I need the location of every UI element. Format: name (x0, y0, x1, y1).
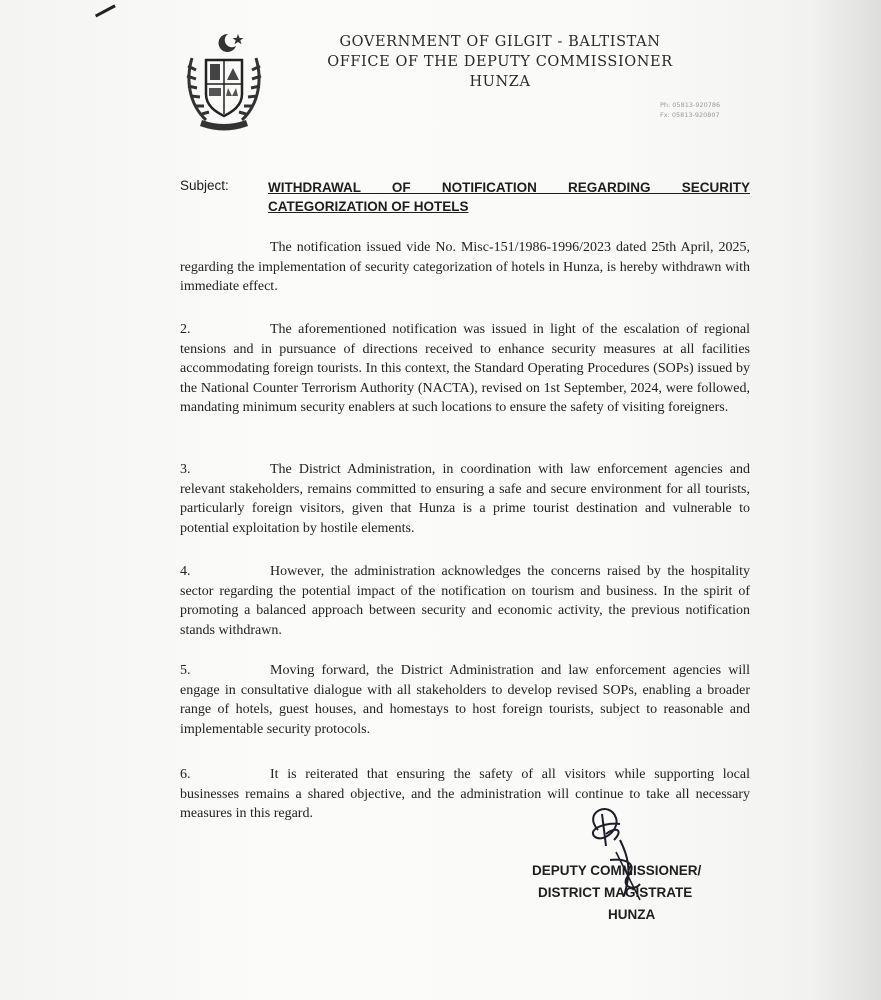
paragraph-number: 3. (180, 462, 191, 477)
paragraph-text: However, the administration acknowledges the concerns raised by the hospitality sector regarding the potential impact of the notification on tourism and business. In the spirit of promoting a balanced approach between security and economic activity, the previous notification stands withdrawn. (180, 564, 750, 638)
signatory-district: HUNZA (608, 907, 656, 922)
paragraph-number: 2. (180, 322, 191, 337)
fax-number: Fx: 05813-920807 (660, 111, 720, 119)
subject-heading: WITHDRAWAL OF NOTIFICATION REGARDING SECURITY CATEGORIZATION OF HOTELS (268, 180, 750, 214)
letterhead-district: HUNZA (469, 74, 531, 90)
contact-info (660, 100, 720, 120)
paragraph-3 (180, 460, 750, 538)
paragraph-text: It is reiterated that ensuring the safety of all visitors while supporting local businesses remains a shared objective, and the administration will continue to take all necessary measures in this regard. (180, 767, 750, 821)
paragraph-text: The District Administration, in coordination with law enforcement agencies and relevant stakeholders, remains committed to ensuring a safe and secure environment for all tourists, particularly foreign visitors, given that Hunza is a prime tourist destination and vulnerable to potential exploitation by hostile elements. (180, 462, 750, 536)
subject-label: Subject: (180, 178, 229, 193)
page-shadow (811, 0, 881, 1000)
letterhead-office: OFFICE OF THE DEPUTY COMMISSIONER (327, 54, 673, 70)
letterhead (300, 32, 700, 92)
paragraph-text: The notification issued vide No. Misc-151/1986-1996/2023 dated 25th April, 2025, regarding the implementation of security categorization of hotels in Hunza, is hereby withdrawn with immediate effect. (180, 240, 750, 294)
signature-block (532, 860, 752, 926)
signatory-designation: DISTRICT MAGISTRATE (538, 885, 693, 900)
signatory-title: DEPUTY COMMISSIONER/ (532, 863, 702, 878)
paragraph-2 (180, 320, 750, 418)
letterhead-government: GOVERNMENT OF GILGIT - BALTISTAN (339, 34, 661, 50)
paragraph-4 (180, 562, 750, 640)
paragraph-number: 4. (180, 564, 191, 579)
pen-mark (90, 0, 116, 17)
paragraph-text: The aforementioned notification was issued in light of the escalation of regional tensions and in pursuance of directions received to enhance security measures at all facilities accommodating foreign tourists. In this context, the Standard Operating Procedures (SOPs) issued by the National Counter Terrorism Authority (NACTA), revised on 1st September, 2024, were followed, mandating minimum security enablers at such locations to ensure the safety of visiting foreigners. (180, 322, 750, 415)
phone-number: Ph: 05813-920786 (660, 101, 721, 109)
paragraph-number: 5. (180, 663, 191, 678)
government-emblem-icon (178, 28, 270, 132)
paragraph-1 (180, 238, 750, 297)
paragraph-number: 6. (180, 767, 191, 782)
paragraph-text: Moving forward, the District Administration and law enforcement agencies will engage in consultative dialogue with all stakeholders to develop revised SOPs, enabling a broader range of hotels, guest houses, and homestays to host foreign tourists, subject to reasonable and implementable security protocols. (180, 663, 750, 737)
paragraph-5 (180, 661, 750, 739)
paragraph-6 (180, 765, 750, 824)
